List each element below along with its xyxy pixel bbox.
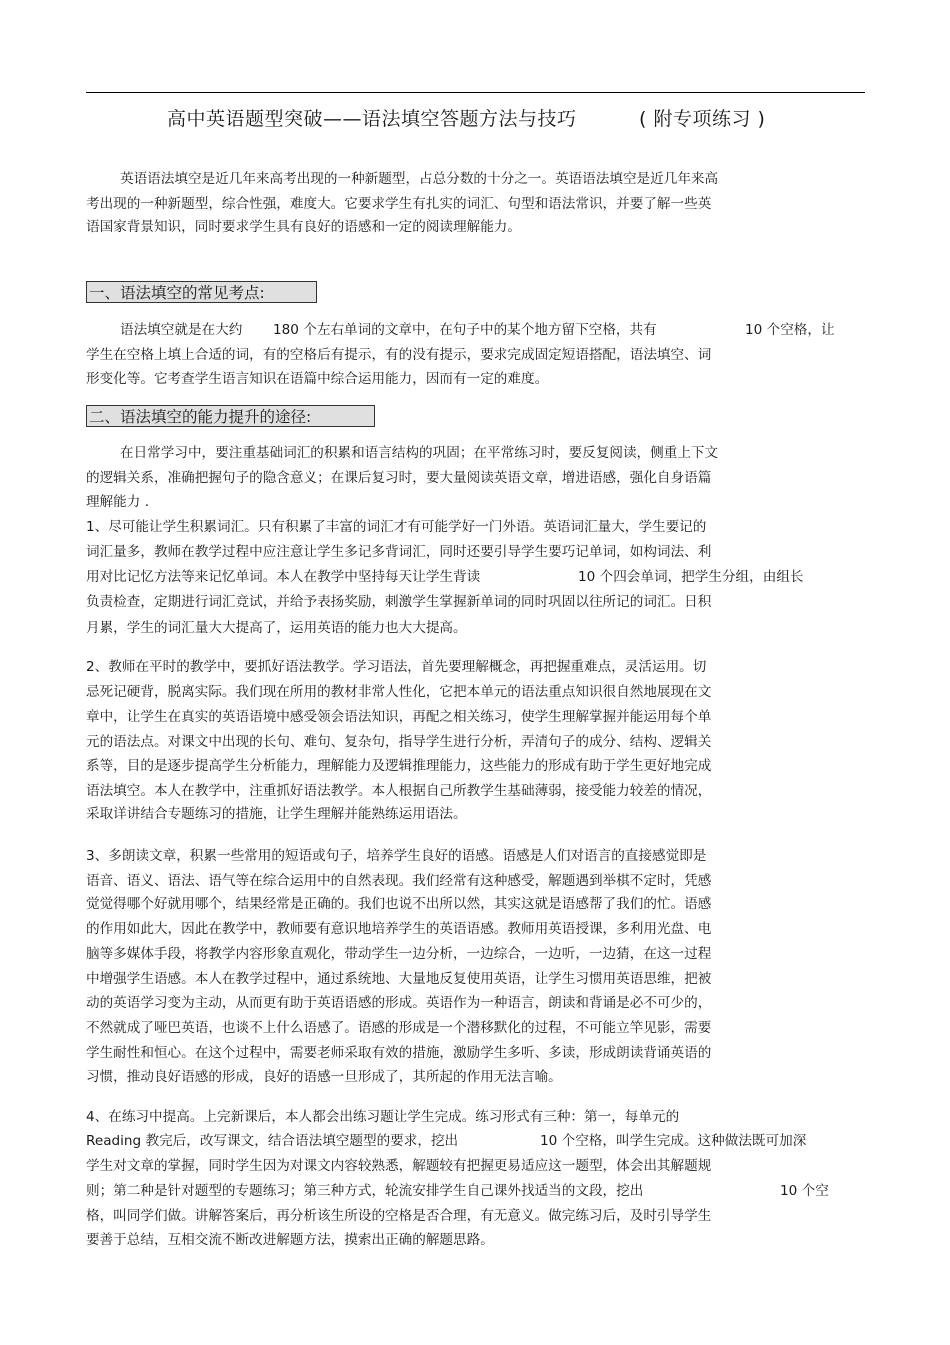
text-segment: 180 个左右单词的文章中，在句子中的某个地方留下空格，共有 bbox=[273, 322, 657, 338]
intro-line: 英语语法填空是近几年来高考出现的一种新题型，占总分数的十分之一。英语语法填空是近几年来高 bbox=[120, 171, 719, 187]
section1-line: 学生在空格上填上合适的词，有的空格后有提示，有的没有提示，要求完成固定短语搭配，语法填空、词 bbox=[86, 347, 712, 363]
section1-line bbox=[745, 321, 835, 339]
p1-line: 负责检查，定期进行词汇竞试，并给予表扬奖励，刺激学生掌握新单词的同时巩固以往所记的词汇。日积 bbox=[86, 594, 712, 610]
p4-line: 要善于总结，互相交流不断改进解题方法，摸索出正确的解题思路。 bbox=[86, 1232, 494, 1248]
p3-line: 的作用如此大，因此在教学中，教师要有意识地培养学生的英语语感。教师用英语授课，多利用光盘、电 bbox=[86, 921, 712, 937]
p4-line: 10 个空格，叫学生完成。这种做法既可加深 bbox=[540, 1133, 807, 1149]
title-main: 高中英语题型突破——语法填空答题方法与技巧 bbox=[167, 108, 577, 130]
p2-line: 语法填空。本人在教学中，注重抓好语法教学。本人根据自己所教学生基础薄弱，接受能力较差的情况， bbox=[86, 783, 712, 799]
top-rule bbox=[86, 92, 865, 93]
section-heading-1: 一、语法填空的常见考点: bbox=[86, 281, 317, 303]
p3-line: 脑等多媒体手段，将教学内容形象直观化，带动学生一边分析，一边综合，一边听，一边猜，在这一过程 bbox=[86, 946, 712, 962]
intro-line: 语国家背景知识，同时要求学生具有良好的语感和一定的阅读理解能力。 bbox=[86, 219, 521, 235]
p1-line: 1、尽可能让学生积累词汇。只有积累了丰富的词汇才有可能学好一门外语。英语词汇量大，学生要记的 bbox=[86, 519, 707, 535]
p2-line: 章中，让学生在真实的英语语境中感受领会语法知识，再配之相关练习，使学生理解掌握并能运用每个单 bbox=[86, 709, 712, 725]
p2-line: 2、教师在平时的教学中，要抓好语法教学。学习语法，首先要理解概念，再把握重难点，灵活运用。切 bbox=[86, 659, 707, 675]
title-sub: ( 附专项练习 ) bbox=[639, 108, 766, 130]
p3-line: 动的英语学习变为主动，从而更有助于英语语感的形成。英语作为一种语言，朗读和背诵是必不可少的， bbox=[86, 995, 712, 1011]
p4-line: 4、在练习中提高。上完新课后，本人都会出练习题让学生完成。练习形式有三种：第一，每单元的 bbox=[86, 1109, 680, 1125]
p3-line: 3、多朗读文章，积累一些常用的短语或句子，培养学生良好的语感。语感是人们对语言的直接感觉即是 bbox=[86, 848, 707, 864]
p1-line: 月累，学生的词汇量大大提高了，运用英语的能力也大大提高。 bbox=[86, 620, 467, 636]
p3-line: 不然就成了哑巴英语，也谈不上什么语感了。语感的形成是一个潜移默化的过程，不可能立竿见影，需要 bbox=[86, 1020, 712, 1036]
p4-line: 格，叫同学们做。讲解答案后，再分析该生所设的空格是否合理，有无意义。做完练习后，及时引导学生 bbox=[86, 1208, 712, 1224]
section2-line: 理解能力 . bbox=[86, 494, 150, 510]
p4-line: 10 个空 bbox=[780, 1183, 829, 1199]
p4-line: Reading 教完后，改写课文，结合语法填空题型的要求，挖出 bbox=[86, 1133, 459, 1149]
section1-line bbox=[120, 321, 242, 339]
text-segment: 语法填空就是在大约 bbox=[120, 322, 243, 338]
p3-line: 语音、语义、语法、语气等在综合运用中的自然表现。我们经常有这种感受，解题遇到举棋不定时，凭感 bbox=[86, 873, 712, 889]
p2-line: 系等，目的是逐步提高学生分析能力，理解能力及逻辑推理能力，这些能力的形成有助于学生更好地完成 bbox=[86, 758, 712, 774]
section1-line: 形变化等。它考查学生语言知识在语篇中综合运用能力，因而有一定的难度。 bbox=[86, 371, 549, 387]
p3-line: 中增强学生语感。本人在教学过程中，通过系统地、大量地反复使用英语，让学生习惯用英语思维，把被 bbox=[86, 971, 712, 987]
p3-line: 觉觉得哪个好就用哪个，结果经常是正确的。我们也说不出所以然，其实这就是语感帮了我们的忙。语感 bbox=[86, 896, 712, 912]
p2-line: 忌死记硬背，脱离实际。我们现在所用的教材非常人性化，它把本单元的语法重点知识很自然地展现在文 bbox=[86, 684, 712, 700]
section2-line: 在日常学习中，要注重基础词汇的积累和语言结构的巩固；在平常练习时，要反复阅读，侧重上下文 bbox=[120, 445, 719, 461]
p2-line: 元的语法点。对课文中出现的长句、难句、复杂句，指导学生进行分析，弄清句子的成分、结构、逻辑关 bbox=[86, 734, 712, 750]
intro-line: 考出现的一种新题型，综合性强，难度大。它要求学生有扎实的词汇、句型和语法常识，并要了解一些英 bbox=[86, 196, 712, 212]
p4-line: 则；第二种是针对题型的专题练习；第三种方式，轮流安排学生自己课外找适当的文段，挖出 bbox=[86, 1183, 644, 1199]
text-segment: 10 个空格，让 bbox=[745, 322, 835, 338]
section-heading-2: 二、语法填空的能力提升的途径: bbox=[86, 405, 375, 427]
section2-line: 的逻辑关系，准确把握句子的隐含意义；在课后复习时，要大量阅读英语文章，增进语感，强化自身语篇 bbox=[86, 470, 712, 486]
p3-line: 学生耐性和恒心。在这个过程中，需要老师采取有效的措施，激励学生多听、多读，形成朗读背诵英语的 bbox=[86, 1045, 712, 1061]
p2-line: 采取详讲结合专题练习的措施，让学生理解并能熟练运用语法。 bbox=[86, 806, 467, 822]
p4-line: 学生对文章的掌握，同时学生因为对课文内容较熟悉，解题较有把握更易适应这一题型，体会出其解题规 bbox=[86, 1158, 712, 1174]
p1-line: 词汇量多，教师在教学过程中应注意让学生多记多背词汇，同时还要引导学生要巧记单词，如构词法、利 bbox=[86, 544, 712, 560]
section1-line bbox=[273, 321, 657, 339]
p3-line: 习惯，推动良好语感的形成，良好的语感一旦形成了，其所起的作用无法言喻。 bbox=[86, 1069, 562, 1085]
p1-line: 用对比记忆方法等来记忆单词。本人在教学中坚持每天让学生背读 bbox=[86, 569, 481, 585]
p1-line: 10 个四会单词，把学生分组，由组长 bbox=[578, 569, 804, 585]
